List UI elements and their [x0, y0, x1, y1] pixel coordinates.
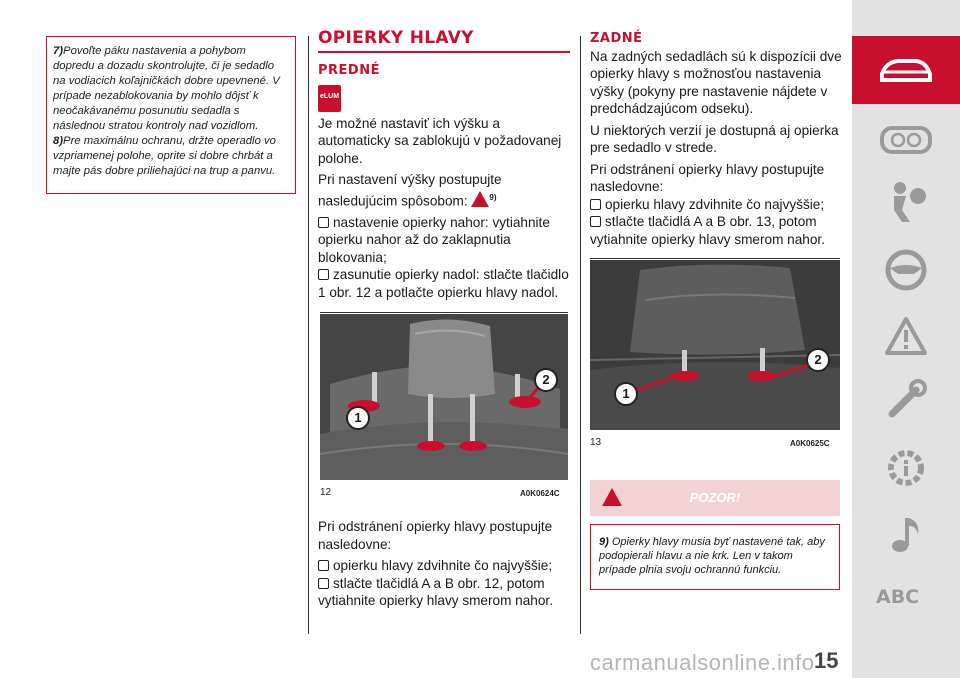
paragraph-rear-removal: Pri odstránení opierky hlavy postupujte nasledovne:: [590, 161, 825, 194]
sidebar-item-technical[interactable]: [884, 446, 928, 490]
figure-13-code: A0K0625C: [790, 439, 830, 448]
page-number: 15: [814, 648, 839, 673]
bullet-lift: opierku hlavy zdvihnite čo najvyššie;: [333, 558, 553, 573]
headrest-front-illustration: [320, 314, 568, 480]
notes-box: [46, 36, 296, 194]
section-title: OPIERKY HLAVY: [318, 28, 474, 48]
warning-body: [590, 524, 840, 590]
warning-icon: [471, 191, 489, 207]
checkbox-bullet-icon: [318, 578, 329, 589]
warning-ref: 9): [489, 192, 497, 202]
airbag-person-icon: [884, 180, 928, 224]
note-8-text: Pre maximálnu ochranu, držte operadlo vo vzpriamenej polohe, oprite si dobre chrbát a majte pás dobre priliehajúci na trup a panvu.: [53, 135, 276, 177]
callout-1-label: 1: [622, 386, 630, 401]
checkbox-bullet-icon: [590, 199, 601, 210]
paragraph-removal: Pri odstránení opierky hlavy postupujte nasledovne:: [318, 519, 553, 552]
figure-12-image: [320, 314, 568, 480]
abc-index-label: ABC: [876, 586, 920, 608]
column-divider-right: [580, 36, 581, 634]
bullet-raise: nastavenie opierky nahor: vytiahnite opierku nahor až do zaklapnutia blokovania;: [318, 214, 550, 265]
dashboard-icon: [878, 120, 934, 160]
music-note-icon: [888, 512, 928, 556]
subsection-front-title: PREDNÉ: [318, 62, 380, 78]
gear-info-icon: [884, 446, 928, 490]
figure-13-number: 13: [590, 437, 602, 448]
paragraph-height-adjust: Je možné nastaviť ich výšku a automaticky sa zablokujú v požadovanej polohe.: [318, 115, 562, 166]
wrench-icon: [884, 378, 928, 422]
paragraph-rear-headrests: Na zadných sedadlách sú k dispozícii dve opierky hlavy s možnosťou nastavenia výšky (pokyny pre nastavenie nájdete v predchádzajúcom odseku).: [590, 48, 842, 116]
figure-13-top-rule: [590, 258, 840, 259]
column-front-lower: [318, 518, 570, 614]
figure-12-code: A0K0624C: [520, 489, 560, 498]
checkbox-bullet-icon: [318, 217, 329, 228]
column-divider-left: [308, 36, 309, 634]
steering-wheel-icon: [884, 248, 928, 292]
figure-12-top-rule: [320, 312, 568, 313]
bullet-rear-press: stlačte tlačidlá A a B obr. 13, potom vytiahnite opierky hlavy smerom nahor.: [590, 214, 825, 247]
column-front: [318, 30, 570, 305]
elum-badge: eLUM: [318, 85, 341, 112]
sidebar-item-car-active[interactable]: [852, 36, 960, 104]
figure-12-number: 12: [320, 487, 332, 498]
sidebar-item-dashboard[interactable]: [878, 120, 934, 160]
subsection-rear-title: ZADNÉ: [590, 31, 643, 46]
warning-title: POZOR!: [689, 490, 741, 505]
bullet-rear-lift: opierku hlavy zdvihnite čo najvyššie;: [605, 196, 825, 212]
sidebar-item-safety[interactable]: [884, 180, 928, 224]
warning-number: 9): [599, 536, 609, 548]
figure-13-image: [590, 260, 840, 430]
bullet-lower: zasunutie opierky nadol: stlačte tlačidlo 1 obr. 12 a potlačte opierku hlavy nadol.: [318, 267, 569, 300]
column-rear: [590, 30, 842, 252]
sidebar-item-warnings[interactable]: [884, 316, 928, 356]
paragraph-procedure: Pri nastavení výšky postupujte nasledujúcim spôsobom:: [318, 172, 502, 209]
warning-text: Opierky hlavy musia byť nastavené tak, aby podopierali hlavu a nie krk. Len v takom prípade plnia svoju ochrannú funkciu.: [599, 536, 825, 576]
paragraph-middle-headrest: U niektorých verzií je dostupná aj opierka pre sedadlo v strede.: [590, 122, 839, 155]
title-rule: [318, 51, 570, 53]
sidebar-item-driving[interactable]: [884, 248, 928, 292]
warning-header: [590, 480, 840, 516]
headrest-rear-illustration: [590, 260, 840, 430]
checkbox-bullet-icon: [318, 269, 329, 280]
sidebar-item-multimedia[interactable]: [888, 512, 928, 556]
car-icon: [876, 56, 936, 86]
note-7-text: Povoľte páku nastavenia a pohybom dopredu a dozadu skontrolujte, či je sedadlo na vodiacich koľajničkách dobre upevnené. V prípade nezablokovania by mohlo dôjsť k neočakávanému posunutiu sedadla s následnou stratou kontroly nad vozidlom.: [53, 45, 280, 132]
checkbox-bullet-icon: [590, 216, 601, 227]
sidebar-item-maintenance[interactable]: [884, 378, 928, 422]
note-8-number: 8): [53, 135, 64, 147]
warning-triangle-icon: [884, 316, 928, 356]
callout-2-label: 2: [814, 352, 822, 367]
note-7-number: 7): [53, 45, 64, 57]
callout-1-label: 1: [354, 410, 362, 425]
bullet-press: stlačte tlačidlá A a B obr. 12, potom vytiahnite opierky hlavy smerom nahor.: [318, 575, 553, 608]
sidebar-item-index[interactable]: [876, 586, 936, 614]
callout-2-label: 2: [542, 372, 550, 387]
watermark: carmanualsonline.info: [590, 650, 815, 675]
checkbox-bullet-icon: [318, 560, 329, 571]
